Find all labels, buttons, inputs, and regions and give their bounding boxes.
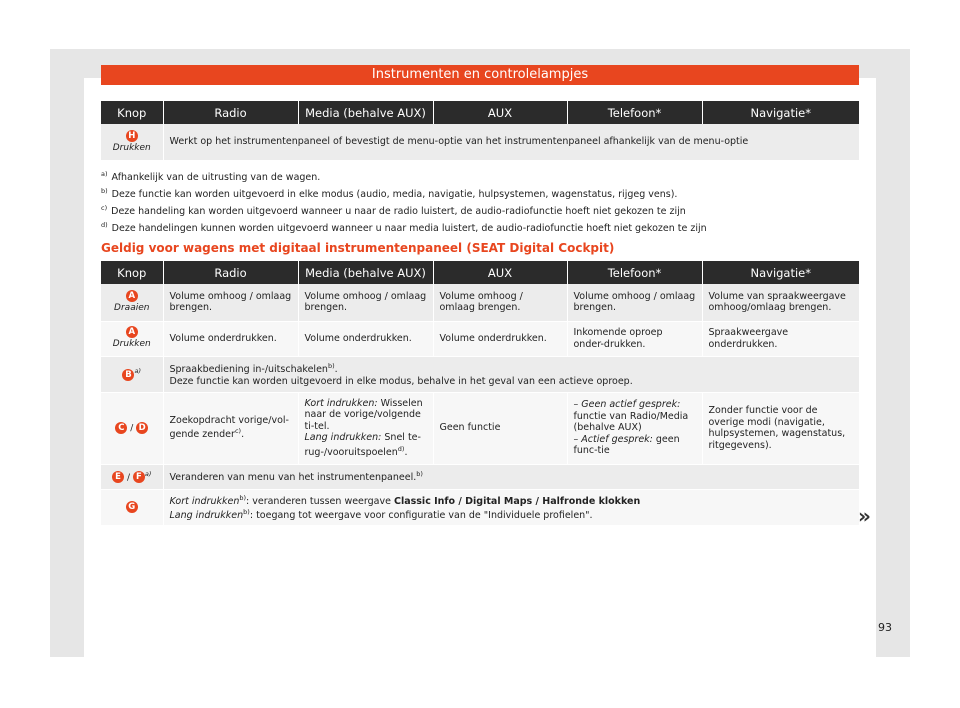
continue-arrow: » xyxy=(858,504,871,528)
footnote: $^{d)}$ Deze handelingen kunnen worden uitgevoerd wanneer u naar media luistert, de audio-radiofunctie hoeft niet gekozen te zijn xyxy=(101,221,707,235)
footnote: $^{c)}$ Deze handeling kan worden uitgevoerd wanneer u naar de radio luistert, de audio-radiofunctie hoeft niet gekozen te zijn xyxy=(101,204,686,218)
button-badge-c: C xyxy=(115,422,127,434)
footnote: $^{a)}$ Afhankelijk van de uitrusting van de wagen. xyxy=(101,170,321,184)
row-description: Werkt op het instrumentenpaneel of bevestigt de menu-optie van het instrumentenpaneel afhankelijk van de menu-optie xyxy=(163,124,859,160)
table-row xyxy=(101,284,859,321)
table-row xyxy=(101,124,859,160)
aux-cell: Volume omhoog / omlaag brengen. xyxy=(433,284,567,321)
knop-action: Draaien xyxy=(114,303,150,313)
radio-cell: Zoekopdracht vorige/vol-gende zender$^{c)}$. xyxy=(163,392,298,464)
telefoon-cell: Volume omhoog / omlaag brengen. xyxy=(567,284,702,321)
footnote-mark: a) xyxy=(134,367,142,376)
row-description: Veranderen van menu van het instrumentenpaneel.$^{b)}$ xyxy=(163,464,859,489)
media-cell: Volume omhoog / omlaag brengen. xyxy=(298,284,433,321)
knop-action: Drukken xyxy=(112,142,151,153)
footnote: $^{b)}$ Deze functie kan worden uitgevoerd in elke modus (audio, media, navigatie, hulpsystemen, wagenstatus, rijgeg vens). xyxy=(101,187,678,201)
table-row xyxy=(101,356,859,392)
button-badge-h: H xyxy=(126,130,138,142)
row-description: Kort indrukken$^{b)}$: veranderen tussen weergave Classic Info / Digital Maps / Halfronde klokken Lang indrukken$^{b)}$: toegang tot weergave voor configuratie van de "Individuele profielen". xyxy=(163,489,859,525)
button-badge-f: F xyxy=(133,471,145,483)
col-header-knop: Knop xyxy=(101,101,163,124)
col-header-radio: Radio xyxy=(163,101,298,124)
radio-cell: Volume omhoog / omlaag brengen. xyxy=(163,284,298,321)
table-row xyxy=(101,489,859,525)
button-badge-b: B xyxy=(122,369,134,381)
col-header-navigatie: Navigatie* xyxy=(702,261,859,284)
page-number: 93 xyxy=(878,621,892,634)
navigatie-cell: Volume van spraakweergave omhoog/omlaag brengen. xyxy=(702,284,859,321)
row-description: Spraakbediening in-/uitschakelen$^{b)}$. Deze functie kan worden uitgevoerd in elke modus, behalve in het geval van een actieve oproep. xyxy=(163,356,859,392)
table-header-row xyxy=(101,261,859,284)
navigatie-cell: Zonder functie voor de overige modi (navigatie, hulpsystemen, wagenstatus, ritgegevens). xyxy=(702,392,859,464)
table-row xyxy=(101,321,859,356)
button-badge-a: A xyxy=(126,326,138,338)
knop-cell xyxy=(101,284,163,321)
aux-cell: Geen functie xyxy=(433,392,567,464)
knop-cell xyxy=(101,489,163,525)
controls-table-1 xyxy=(101,101,859,161)
table-row xyxy=(101,464,859,489)
col-header-aux: AUX xyxy=(433,101,567,124)
aux-cell: Volume onderdrukken. xyxy=(433,321,567,356)
table-header-row xyxy=(101,101,859,124)
button-badge-e: E xyxy=(112,471,124,483)
knop-cell xyxy=(101,356,163,392)
telefoon-cell: – Geen actief gesprek: functie van Radio/Media (behalve AUX) – Actief gesprek: geen func-tie xyxy=(567,392,702,464)
col-header-radio: Radio xyxy=(163,261,298,284)
knop-action: Drukken xyxy=(112,339,151,350)
button-badge-g: G xyxy=(126,501,138,513)
controls-table-2 xyxy=(101,261,859,526)
knop-cell: E / F $^{a)}$ xyxy=(101,464,163,489)
radio-cell: Volume onderdrukken. xyxy=(163,321,298,356)
button-badge-a: A xyxy=(126,290,138,302)
knop-cell xyxy=(101,124,163,160)
media-cell: Kort indrukken: Wisselen naar de vorige/volgende ti-tel. Lang indrukken: Snel te-rug-/vooruitspoelen$^{d)}$. xyxy=(298,392,433,464)
col-header-aux: AUX xyxy=(433,261,567,284)
table-row xyxy=(101,392,859,464)
knop-cell: C / D xyxy=(101,392,163,464)
telefoon-cell: Inkomende oproep onder-drukken. xyxy=(567,321,702,356)
col-header-knop: Knop xyxy=(101,261,163,284)
col-header-navigatie: Navigatie* xyxy=(702,101,859,124)
knop-cell xyxy=(101,321,163,356)
media-cell: Volume onderdrukken. xyxy=(298,321,433,356)
col-header-telefoon: Telefoon* xyxy=(567,101,702,124)
chapter-header: Instrumenten en controlelampjes xyxy=(101,65,859,85)
col-header-media: Media (behalve AUX) xyxy=(298,261,433,284)
navigatie-cell: Spraakweergave onderdrukken. xyxy=(702,321,859,356)
section-title: Geldig voor wagens met digitaal instrumentenpaneel (SEAT Digital Cockpit) xyxy=(101,241,615,255)
col-header-telefoon: Telefoon* xyxy=(567,261,702,284)
col-header-media: Media (behalve AUX) xyxy=(298,101,433,124)
button-badge-d: D xyxy=(136,422,148,434)
